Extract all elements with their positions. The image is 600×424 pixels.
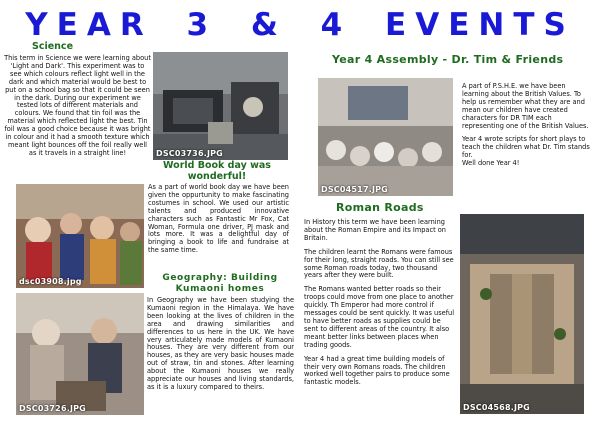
geography-photo-image — [16, 293, 144, 415]
geography-paragraph: In Geography we have been studying the Kumaoni region in the Himalaya. We have been looking at the lives of children in the area and drawing similarities and differences to us here in the UK. We have very articulately made models of Kumaoni houses. They are very different from our houses, as they are very basic houses made out of straw, tin and stones. After learning about the Kumaoni houses we really appreciate our houses and living standards, as it is a luxury compared to theirs. — [147, 296, 294, 391]
roman-text — [304, 219, 456, 393]
science-photo-image — [153, 52, 288, 160]
roman-photo-image — [460, 214, 584, 414]
roman-paragraph-4: Year 4 had a great time building models of their very own Romans roads. The children worked well together pairs to produce some fantastic models. — [304, 354, 450, 387]
science-photo-caption: DSC03736.JPG — [156, 149, 223, 158]
geography-photo — [16, 293, 144, 415]
book-day-photo — [16, 184, 144, 288]
assembly-photo — [318, 78, 453, 196]
assembly-text — [462, 83, 594, 174]
science-paragraph: This term in Science we were learning about 'Light and Dark'. This experiment was to see which colours reflect light well in the dark and which material would be best to put on a school bag so that it could be seen in the dark. During our experiment we tested lots of different materials and colours. We found that tin foil was the material which reflected light the best. Tin foil was a good choice because it was bright in colour and it had a smooth texture which meant light bounces off the foil really well as it travels in a straight line! — [4, 54, 151, 157]
geography-heading: Geography: Building Kumaoni homes — [162, 273, 278, 294]
assembly-paragraph-3: Well done Year 4! — [462, 159, 520, 168]
page-title: YEAR 3 & 4 EVENTS — [25, 7, 575, 43]
assembly-paragraph-2: Year 4 wrote scripts for short plays to teach the children what Dr. Tim stands for. — [462, 135, 590, 160]
roman-heading: Roman Roads — [336, 201, 424, 214]
book-day-photo-caption: dsc03908.jpg — [19, 277, 82, 286]
book-day-heading: World Book day was wonderful! — [163, 160, 271, 182]
science-text — [4, 55, 151, 158]
assembly-photo-caption: DSC04517.JPG — [321, 185, 388, 194]
roman-paragraph-1: In History this term we have been learning about the Roman Empire and its Impact on Britain. — [304, 218, 446, 242]
book-day-photo-image — [16, 184, 144, 288]
science-photo — [153, 52, 288, 160]
geography-photo-caption: DSC03726.JPG — [19, 404, 86, 413]
geography-text — [147, 297, 294, 392]
book-day-text — [148, 184, 289, 255]
book-day-paragraph: As a part of world book day we have been given the oppurtunity to make fascinating costumes in school. We used our artistic talents and produced innovative characters such as Fantastic Mr Fox, Cat Woman, Formula one driver, PJ mask and lots more. It was a delightful day of bringing a book to life and fundraise at the same time. — [148, 183, 289, 255]
assembly-photo-image — [318, 78, 453, 196]
roman-photo-caption: DSC04568.JPG — [463, 403, 530, 412]
roman-paragraph-3: The Romans wanted better roads so their troops could move from one place to another quickly. Th Emperor had more control if messages could be sent quickly. It was useful to have better roads as supplies could be sent to different areas of the country. It also meant better links between places when trading goods. — [304, 285, 455, 349]
assembly-paragraph-1: A part of P.S.H.E. we have been learning about the British Values. To help us remember what they are and mean our children have created characters for DR TIM each representing one of the British Values. — [462, 82, 589, 130]
roman-paragraph-2: The children learnt the Romans were famous for their long, straight roads. You can still see some Roman roads today, two thousand years after they were built. — [304, 247, 454, 280]
assembly-heading: Year 4 Assembly - Dr. Tim & Friends — [332, 53, 564, 66]
science-heading: Science — [32, 41, 74, 52]
roman-photo — [460, 214, 584, 414]
